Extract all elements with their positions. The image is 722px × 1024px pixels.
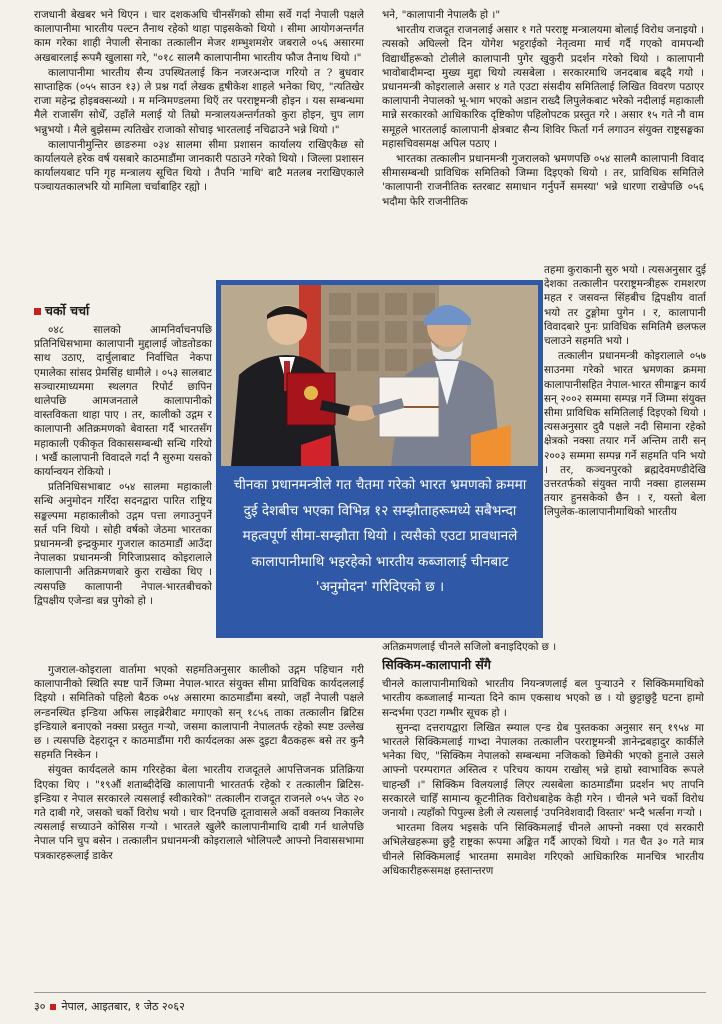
paragraph: सुनन्दा दत्तरायद्वारा लिखित स्म्याल एन्ड ग्रेब पुस्तकका अनुसार सन् १९५४ मा भारतले सिक्किमलाई गाभ्दा नेपालका तत्कालीन परराष्ट्रमन्त्री ज्ञानेन्द्रबहादुर कार्कीले भनेका थिए, "सिक्किम नेपालको सम्बन्धमा नजिकको छिमेकी भएको हुनाले उसले आफ्नो परम्परागत अस्तित्व र परिचय कायम राखोस् भन्ने हाम्रो स्वाभाविक रूपले चाहन्छौं ।" सिक्किम विलयलाई लिएर त्यसबेला काठमाडौंमा प्रदर्शन भए तापनि सरकारले चाहिँ सामान्य कूटनीतिक विरोधबाहेक केही गरेन । चीनले भने चर्को विरोध जनायो । त्यहाँको पिपुल्स डेली ले त्यसलाई 'उपनिवेशवादी विस्तार' भन्दै भर्त्सना गर्‍यो । [382, 721, 704, 820]
article-column-left-top [34, 8, 364, 280]
section-heading-text: चर्को चर्चा [45, 303, 90, 318]
paragraph: भारतमा विलय भइसके पनि सिक्किमलाई चीनले आफ्नो नक्सा एवं सरकारी अभिलेखहरूमा छुट्टै राष्ट्रका रूपमा अङ्कित गर्दै आएको थियो । गत चैत ३० गते मात्र चीनले सिक्किमलाई भारतमा समावेश गरिएको आधिकारिक मानचित्र भारतीय अधिकारीहरूसमक्ष हस्तान्तरण [382, 822, 704, 877]
article-column-left-mid [34, 300, 212, 663]
paragraph: चीनले कालापानीमाथिको भारतीय नियन्त्रणलाई बल पुऱ्याउने र सिक्किममाथिको भारतीय कब्जालाई मान्यता दिने काम एकसाथ भएको छ । यो छुट्टाछुट्टै घटना हामो सन्दर्भमा एउटा गम्भीर सूचक हो । [382, 678, 704, 719]
paragraph: कालापानीमा भारतीय सैन्य उपस्थितलाई किन नजरअन्दाज गरियो त ? बुधवार साप्ताहिक (०५५ साउन १३) ले प्रश्न गर्दा लेखक हृषीकेश शाहले भनेका थिए, "त्यतिखेर राजा महेन्द्र होइबक्सन्थ्यो । म मन्त्रिमण्डलमा थिएँ तर परराष्ट्रमन्त्री होइन । यस सम्बन्धमा मैले राजासँग सोधेँ, उहाँले मलाई यो तिम्रो मन्त्रालयअन्तर्गतको कुरा होइन, चुप लाग भन्नुभयो । मैले बुझेसम्म त्यतिखेर राजाको सोचाइ भारतलाई नचिढाउने भन्ने थियो ।" [34, 66, 364, 136]
section-heading [382, 656, 704, 674]
paragraph: तत्कालीन प्रधानमन्त्री कोइरालाले ०५७ साउनमा गरेको भारत भ्रमणका क्रममा कालापानीसहित नेपाल-भारत सीमाङ्कन कार्य सन् २००२ सम्ममा सम्पन्न गर्ने जिम्मा संयुक्त सीमा प्राविधिक समितिलाई दिइएको थियो । त्यसअनुसार दुवै पक्षले नदी सिमाना रहेको क्षेत्रको नक्सा तयार गर्ने अन्तिम तारी सन् २००३ सम्ममा सम्पन्न गर्ने सहमति पनि भयो । तर, कञ्चनपुरको ब्रह्मदेवमण्डीदेखि उत्तरतर्फको संयुक्त नापी नक्सा हालसम्म तयार हुनसकेको छैन । र, यस्तो बेला लिपुलेक-कालापानीमाथिको भारतीय [544, 350, 706, 519]
paragraph: कालापानीमुन्तिर छाङरुमा ०३४ सालमा सीमा प्रशासन कार्यालय राखिएकैछ सो कार्यालयले हरेक वर्ष यसबारे काठमाडौंमा जानकारी पठाउने गरेको थियो । जिल्ला प्रशासन कार्यालयबाट पनि गृह मन्त्रालय सूचित थियो । तैपनि 'माथि' बाटै मतलब नराखिएकाले पञ्चायतकालभरि यो मामिला चर्चाबाहिर रह्यो । [34, 138, 364, 194]
photo-illustration [221, 285, 538, 466]
paragraph: भने, "कालापानी नेपालकै हो ।" [382, 9, 501, 21]
article-column-right-bottom [382, 640, 704, 965]
bullet-square-icon [34, 308, 41, 315]
paragraph: प्रतिनिधिसभाबाट ०५४ सालमा महाकाली सन्धि अनुमोदन गरिँदा सदनद्वारा पारित राष्ट्रिय सङ्कल्पमा महाकालीको उद्गम पत्ता लगाउनुपर्ने सर्त पनि थियो । सोही वर्षको जेठमा भारतका प्रधानमन्त्री इन्द्रकुमार गुजराल काठमाडौं आउँदा नेपालका प्रधानमन्त्री गिरिजाप्रसाद कोइरालाले कालापानी अतिक्रमणबारे कुरा राखेका थिए । त्यसपछि कालापानी नेपाल-भारतबीचको द्विपक्षीय एजेन्डा बन्न पुगेको हो । [34, 481, 212, 607]
paragraph: भारतीय राजदूत राजनलाई असार १ गते परराष्ट्र मन्त्रालयमा बोलाई विरोध जनाइयो । त्यसको अघिल्लो दिन योगेश भट्टराईको नेतृत्वमा मार्च गर्दै गएको वामपन्थी विद्यार्थीहरूको टोलीले कालापानी पुगेर खुकुरी प्रदर्शन गरेको थियो । कालापानी भावोबादीमन्दा मुख्य मुद्दा थियो त्यसबेला । सरकारमाथि जनदबाब बढ्दै गयो । प्रधानमन्त्री कोइरालाले असार ४ गते एउटा संसदीय समितिलाई लिखित विवरण पठाएर कालापानी नेपालको भू-भाग भएको अडान राख्दै लिपुलेकबाट भरेको नदीलाई महाकाली मान्ने सरकारको आधिकारिक दृष्टिकोण पहिलोपटक प्रस्तुत गरे । असार १५ गते नौ वाम समूहले भारतलाई कालापानी क्षेत्रबाट सैन्य शिविर फिर्ता गर्न लगाउन संयुक्त राष्ट्रसङ्घका महासचिवसमक्ष अपिल पठाए । [382, 24, 704, 150]
article-column-right-top [382, 8, 704, 263]
paragraph: ०४८ सालको आमनिर्वाचनपछि प्रतिनिधिसभामा कालापानी मुद्दालाई जोडतोडका साथ उठाए, दार्चुलाबाट निर्वाचित नेकपा एमालेका सांसद प्रेमसिंह धामीले । ०५३ सालबाट सञ्चारमाध्यममा स्थलगत रिपोर्ट छापिन थालेपछि आमजनताले कालापानीको वास्तविकता थाहा पाए । तर, कालीको उद्गम र कालापानी अतिक्रमणको बेवास्ता गर्दै भारतसँग महाकाली एकीकृत विकाससम्बन्धी सन्धि गरियो । भर्खै कालापानी विवादले गर्दा नै सुरुमा यसको कार्यान्वयन रोकियो । [34, 324, 212, 479]
footer-publication: नेपाल, आइतबार, १ जेठ २०६२ [61, 1000, 185, 1013]
paragraph: अतिक्रमणलाई चीनले सजिलो बनाइदिएको छ । [382, 641, 557, 653]
page-number: ३० [34, 1000, 46, 1013]
news-photo [221, 285, 538, 466]
photo-caption: चीनका प्रधानमन्त्रीले गत चैतमा गरेको भारत भ्रमणको क्रममा दुई देशबीच भएका विभिन्न १२ सम्झौताहरूमध्ये सबैभन्दा महत्वपूर्ण सीमा-सम्झौता थियो । त्यसैको एउटा प्रावधानले कालापानीमाथि भइरहेको भारतीय कब्जालाई चीनबाट 'अनुमोदन' गरिदिएको छ । [233, 477, 527, 595]
paragraph: गुजराल-कोइराला वार्तामा भएको सहमतिअनुसार कालीको उद्गम पहिचान गरी कालापानीको स्थिति स्पष्ट पार्ने जिम्मा नेपाल-भारत संयुक्त सीमा प्राविधिक कार्यदललाई दिइयो । समितिको पहिलो बैठक ०५४ असारमा काठमाडौंमा बस्यो, जहाँ नेपाली पक्षले लन्डनस्थित इन्डिया अफिस लाइब्रेरीबाट मगाएको सन् १८५६ ताका तत्कालीन ब्रिटिस इन्डियाले बनाएको नक्सा प्रस्तुत गर्‍यो, जसमा कालापानी नेपालतर्फ रहेको स्पष्ट उल्लेख छ । त्यसपछि देहरादून र काठमाडौंमा गरी कार्यदलका अरू दुइटा बैठकहरू बसे तर कुनै सहमति निस्केन । [34, 664, 364, 762]
paragraph: भारतका तत्कालीन प्रधानमन्त्री गुजरालको भ्रमणपछि ०५४ सालमै कालापानी विवाद सीमासम्बन्धी प्राविधिक समितिको जिम्मा दिइएको थियो । तर, प्राविधिक समितिले 'कालापानी राजनीतिक स्तरबाट समाधान गर्नुपर्ने समस्या' भन्ने धारणा राखेपछि ०५६ भदौमा फेरि राजनीतिक [382, 153, 704, 208]
footer-rule [34, 992, 706, 993]
section-heading [34, 302, 212, 320]
paragraph: राजधानी बेखबर भने थिएन । चार दशकअघि चीनसँगको सीमा सर्वे गर्दा नेपाली पक्षले कालापानीमा भारतीय पल्टन तैनाथ रहेको थाहा पाइसकेको थियो । सीमा आयोगअन्तर्गत काम गरेका शाही नेपाली सेनाका तत्कालीन मेजर शम्भुशमशेर जबराले ०५६ असारमा अखबारलाई रूपमै खुलासा गरे, "०१८ सालमै कालापानीमा भारतीय फौज तैनाथ थियो ।" [34, 9, 364, 64]
page-footer [34, 999, 185, 1014]
photo-block [216, 280, 543, 638]
article-column-left-bottom [34, 663, 364, 963]
paragraph: संयुक्त कार्यदलले काम गरिरहेका बेला भारतीय राजदूतले आपत्तिजनक प्रतिक्रिया दिएका थिए । "१९औं शताब्दीदेखि कालापानी भारततर्फ रहेको र तत्कालीन ब्रिटिस-इन्डिया र नेपाल सरकारले त्यसलाई स्वीकारेको" तत्कालीन राजदूत राजनले ०५५ जेठ २० गते दाबी गरे, जसको चर्को विरोध भयो । चार दिनपछि दूतावासले अर्को वक्तव्य निकालेर त्यसलाई सच्याउने कोसिस गर्‍यो । भारतले खुलेरै कालापानीमाथि दाबी गर्न थालेपछि नेपाल पनि चुप बसेन । तत्कालीन प्रधानमन्त्री कोइरालाले भोलिपल्टै आफ्नो निवाससभामा पत्रकारहरूलाई डाकेर [34, 764, 364, 862]
paragraph: तहमा कुराकानी सुरु भयो । त्यसअनुसार दुई देशका तत्कालीन परराष्ट्रमन्त्रीहरू रामशरण महत र जसवन्त सिंहबीच द्विपक्षीय वार्ता भयो तर टुङ्गोमा पुगेन । र, कालापानी विवादबारे पुनः प्राविधिक समितिमै छलफल चलाउने सहमति भयो । [544, 264, 706, 348]
footer-square-icon [50, 1004, 56, 1010]
section-heading-text: सिक्किम-कालापानी सँगै [382, 657, 491, 673]
article-column-right-mid [544, 263, 706, 663]
